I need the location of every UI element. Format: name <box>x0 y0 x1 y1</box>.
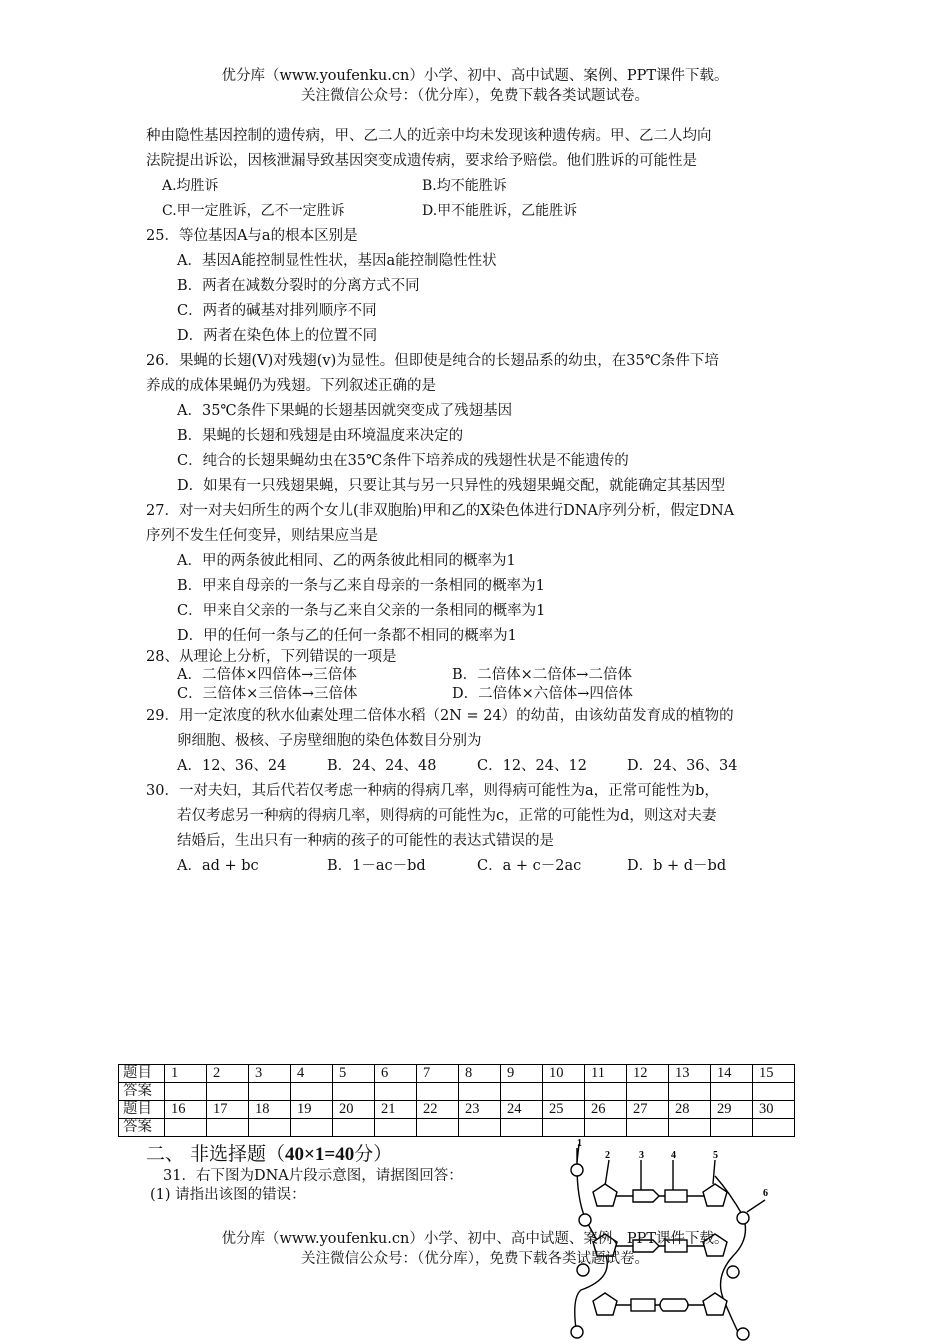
q26-option-d: D．如果有一只残翅果蝇，只要让其与另一只异性的残翅果蝇交配，就能确定其基因型 <box>177 478 726 494</box>
answer-cell[interactable] <box>711 1083 753 1101</box>
answer-cell[interactable] <box>333 1119 375 1137</box>
question-number-cell: 15 <box>753 1065 795 1083</box>
question-number-cell: 30 <box>753 1101 795 1119</box>
question-number-cell: 5 <box>333 1065 375 1083</box>
answer-table <box>118 1064 795 1137</box>
q29-option-b: B．24、24、48 <box>327 758 437 774</box>
q27-stem-line1: 27．对一对夫妇所生的两个女儿(非双胞胎)甲和乙的X染色体进行DNA序列分析，假定DNA <box>146 503 735 519</box>
q24-option-d: D.甲不能胜诉，乙能胜诉 <box>422 203 578 219</box>
question-number-cell: 14 <box>711 1065 753 1083</box>
answer-table-answer-row-1 <box>119 1083 795 1101</box>
q29-option-c: C．12、24、12 <box>477 758 587 774</box>
label-2: 2 <box>605 1150 610 1161</box>
label-6: 6 <box>763 1188 768 1199</box>
answer-cell[interactable] <box>459 1119 501 1137</box>
answer-cell[interactable] <box>375 1119 417 1137</box>
phosphate-circle <box>571 1326 583 1338</box>
answer-cell[interactable] <box>669 1119 711 1137</box>
answer-cell[interactable] <box>501 1119 543 1137</box>
answer-cell[interactable] <box>459 1083 501 1101</box>
section-2-title <box>146 1143 392 1166</box>
answer-cell[interactable] <box>291 1083 333 1101</box>
answer-cell[interactable] <box>333 1083 375 1101</box>
question-number-cell: 9 <box>501 1065 543 1083</box>
q27-option-b: B．甲来自母亲的一条与乙来自母亲的一条相同的概率为1 <box>177 578 545 594</box>
question-number-cell: 28 <box>669 1101 711 1119</box>
question-number-cell: 26 <box>585 1101 627 1119</box>
question-number-cell: 23 <box>459 1101 501 1119</box>
label-2-leader <box>605 1160 609 1186</box>
question-number-cell: 16 <box>165 1101 207 1119</box>
label-5: 5 <box>713 1150 718 1161</box>
answer-cell[interactable] <box>165 1119 207 1137</box>
answer-cell[interactable] <box>207 1083 249 1101</box>
label-5-leader <box>713 1160 715 1184</box>
section-2-title-score: 40×1=40 <box>285 1144 355 1165</box>
q30-stem-line3: 结婚后，生出只有一种病的孩子的可能性的表达式错误的是 <box>177 833 554 849</box>
q30-option-d: D．b + d－bd <box>627 858 727 874</box>
q24-option-a: A.均胜诉 <box>162 178 219 194</box>
q30-stem-line1: 30．一对夫妇，其后代若仅考虑一种病的得病几率，则得病可能性为a，正常可能性为b， <box>146 783 719 799</box>
q30-option-c: C．a + c－2ac <box>477 858 582 874</box>
base-shape <box>665 1190 687 1202</box>
question-number-cell: 13 <box>669 1065 711 1083</box>
q25-option-b: B．两者在减数分裂时的分离方式不同 <box>177 278 420 294</box>
q25-option-c: C．两者的碱基对排列顺序不同 <box>177 303 377 319</box>
q29-option-a: A．12、36、24 <box>177 758 287 774</box>
answer-cell[interactable] <box>207 1119 249 1137</box>
deoxyribose-pentagon <box>703 1293 727 1315</box>
q26-stem-line2: 养成的成体果蝇仍为残翅。下列叙述正确的是 <box>146 378 436 394</box>
row-label-question: 题目 <box>119 1101 165 1119</box>
q27-option-a: A．甲的两条彼此相同、乙的两条彼此相同的概率为1 <box>177 553 516 569</box>
answer-cell[interactable] <box>375 1083 417 1101</box>
answer-cell[interactable] <box>753 1119 795 1137</box>
answer-cell[interactable] <box>627 1083 669 1101</box>
answer-cell[interactable] <box>585 1119 627 1137</box>
answer-cell[interactable] <box>711 1119 753 1137</box>
q29-stem-line2: 卵细胞、极核、子房壁细胞的染色体数目分别为 <box>177 733 482 749</box>
answer-cell[interactable] <box>543 1083 585 1101</box>
question-number-cell: 24 <box>501 1101 543 1119</box>
question-number-cell: 22 <box>417 1101 459 1119</box>
site-footer-line1: 优分库（www.youfenku.cn）小学、初中、高中试题、案例、PPT课件下载。 <box>221 1231 729 1247</box>
q26-stem-line1: 26．果蝇的长翅(V)对残翅(v)为显性。但即使是纯合的长翅品系的幼虫，在35℃条件下培 <box>146 353 719 369</box>
answer-cell[interactable] <box>669 1083 711 1101</box>
q28-option-b: B．二倍体×二倍体→二倍体 <box>452 667 632 683</box>
question-number-cell: 2 <box>207 1065 249 1083</box>
deoxyribose-pentagon <box>593 1184 617 1206</box>
q26-option-a: A．35℃条件下果蝇的长翅基因就突变成了残翅基因 <box>177 403 513 419</box>
q25-stem: 25．等位基因A与a的根本区别是 <box>146 228 358 244</box>
question-number-cell: 21 <box>375 1101 417 1119</box>
question-number-cell: 7 <box>417 1065 459 1083</box>
section-2-title-suffix: 分） <box>354 1143 393 1165</box>
base-shape <box>631 1299 655 1311</box>
q30-option-b: B．1－ac－bd <box>327 858 426 874</box>
q30-option-a: A．ad + bc <box>177 858 259 874</box>
q24-stem-line1: 种由隐性基因控制的遗传病，甲、乙二人的近亲中均未发现该种遗传病。甲、乙二人均向 <box>146 128 712 144</box>
phosphate-circle <box>571 1164 583 1176</box>
answer-cell[interactable] <box>501 1083 543 1101</box>
label-4: 4 <box>671 1150 676 1161</box>
q28-option-d: D．二倍体×六倍体→四倍体 <box>452 686 633 702</box>
question-number-cell: 19 <box>291 1101 333 1119</box>
q24-option-b: B.均不能胜诉 <box>422 178 507 194</box>
question-number-cell: 25 <box>543 1101 585 1119</box>
q26-option-b: B．果蝇的长翅和残翅是由环境温度来决定的 <box>177 428 464 444</box>
q26-option-c: C．纯合的长翅果蝇幼虫在35℃条件下培养成的残翅性状是不能遗传的 <box>177 453 629 469</box>
q25-option-d: D．两者在染色体上的位置不同 <box>177 328 378 344</box>
question-number-cell: 1 <box>165 1065 207 1083</box>
answer-cell[interactable] <box>753 1083 795 1101</box>
site-header-line2: 关注微信公众号：（优分库），免费下载各类试题试卷。 <box>301 88 649 104</box>
answer-table-answer-row-2 <box>119 1119 795 1137</box>
q27-option-d: D．甲的任何一条与乙的任何一条都不相同的概率为1 <box>177 628 517 644</box>
section-2-title-prefix: 二、 非选择题（ <box>146 1143 286 1165</box>
q29-option-d: D．24、36、34 <box>627 758 738 774</box>
q25-option-a: A．基因A能控制显性性状，基因a能控制隐性性状 <box>177 253 497 269</box>
question-number-cell: 4 <box>291 1065 333 1083</box>
row-label-answer: 答案 <box>119 1083 165 1101</box>
q31-sub1: (1) 请指出该图的错误： <box>150 1187 306 1203</box>
label-3: 3 <box>639 1150 644 1161</box>
q28-stem: 28、从理论上分析，下列错误的一项是 <box>146 649 397 665</box>
label-1: 1 <box>577 1138 582 1149</box>
question-number-cell: 11 <box>585 1065 627 1083</box>
site-header-line1: 优分库（www.youfenku.cn）小学、初中、高中试题、案例、PPT课件下载。 <box>221 68 729 84</box>
question-number-cell: 8 <box>459 1065 501 1083</box>
phosphate-circle <box>579 1214 591 1226</box>
answer-cell[interactable] <box>585 1083 627 1101</box>
answer-cell[interactable] <box>249 1083 291 1101</box>
answer-cell[interactable] <box>291 1119 333 1137</box>
answer-cell[interactable] <box>165 1083 207 1101</box>
q29-stem-line1: 29．用一定浓度的秋水仙素处理二倍体水稻（2N = 24）的幼苗，由该幼苗发育成的植物的 <box>146 708 734 724</box>
q24-stem-line2: 法院提出诉讼，因核泄漏导致基因突变成遗传病，要求给予赔偿。他们胜诉的可能性是 <box>146 153 697 169</box>
base-shape <box>633 1190 659 1202</box>
question-number-cell: 6 <box>375 1065 417 1083</box>
label-6-leader <box>747 1200 765 1212</box>
question-number-cell: 18 <box>249 1101 291 1119</box>
question-number-cell: 29 <box>711 1101 753 1119</box>
answer-cell[interactable] <box>249 1119 291 1137</box>
answer-table-number-row-2 <box>119 1101 795 1119</box>
question-number-cell: 3 <box>249 1065 291 1083</box>
q28-option-c: C．三倍体×三倍体→三倍体 <box>177 686 358 702</box>
answer-table-number-row-1 <box>119 1065 795 1083</box>
question-number-cell: 10 <box>543 1065 585 1083</box>
q27-stem-line2: 序列不发生任何变异，则结果应当是 <box>146 528 378 544</box>
base-shape <box>660 1299 688 1311</box>
question-number-cell: 12 <box>627 1065 669 1083</box>
q31-stem: 31．右下图为DNA片段示意图，请据图回答： <box>163 1168 463 1184</box>
answer-cell[interactable] <box>543 1119 585 1137</box>
q30-stem-line2: 若仅考虑另一种病的得病几率，则得病的可能性为c，正常的可能性为d，则这对夫妻 <box>177 808 717 824</box>
row-label-question: 题目 <box>119 1065 165 1083</box>
question-number-cell: 17 <box>207 1101 249 1119</box>
deoxyribose-pentagon <box>593 1293 617 1315</box>
q27-option-c: C．甲来自父亲的一条与乙来自父亲的一条相同的概率为1 <box>177 603 546 619</box>
question-number-cell: 27 <box>627 1101 669 1119</box>
q28-option-a: A．二倍体×四倍体→三倍体 <box>177 667 357 683</box>
q24-option-c: C.甲一定胜诉，乙不一定胜诉 <box>162 203 345 219</box>
phosphate-circle <box>737 1212 749 1224</box>
phosphate-circle <box>737 1328 749 1340</box>
site-footer-line2: 关注微信公众号：（优分库），免费下载各类试题试卷。 <box>301 1251 649 1267</box>
answer-cell[interactable] <box>417 1119 459 1137</box>
answer-cell[interactable] <box>627 1119 669 1137</box>
row-label-answer: 答案 <box>119 1119 165 1137</box>
question-number-cell: 20 <box>333 1101 375 1119</box>
answer-cell[interactable] <box>417 1083 459 1101</box>
